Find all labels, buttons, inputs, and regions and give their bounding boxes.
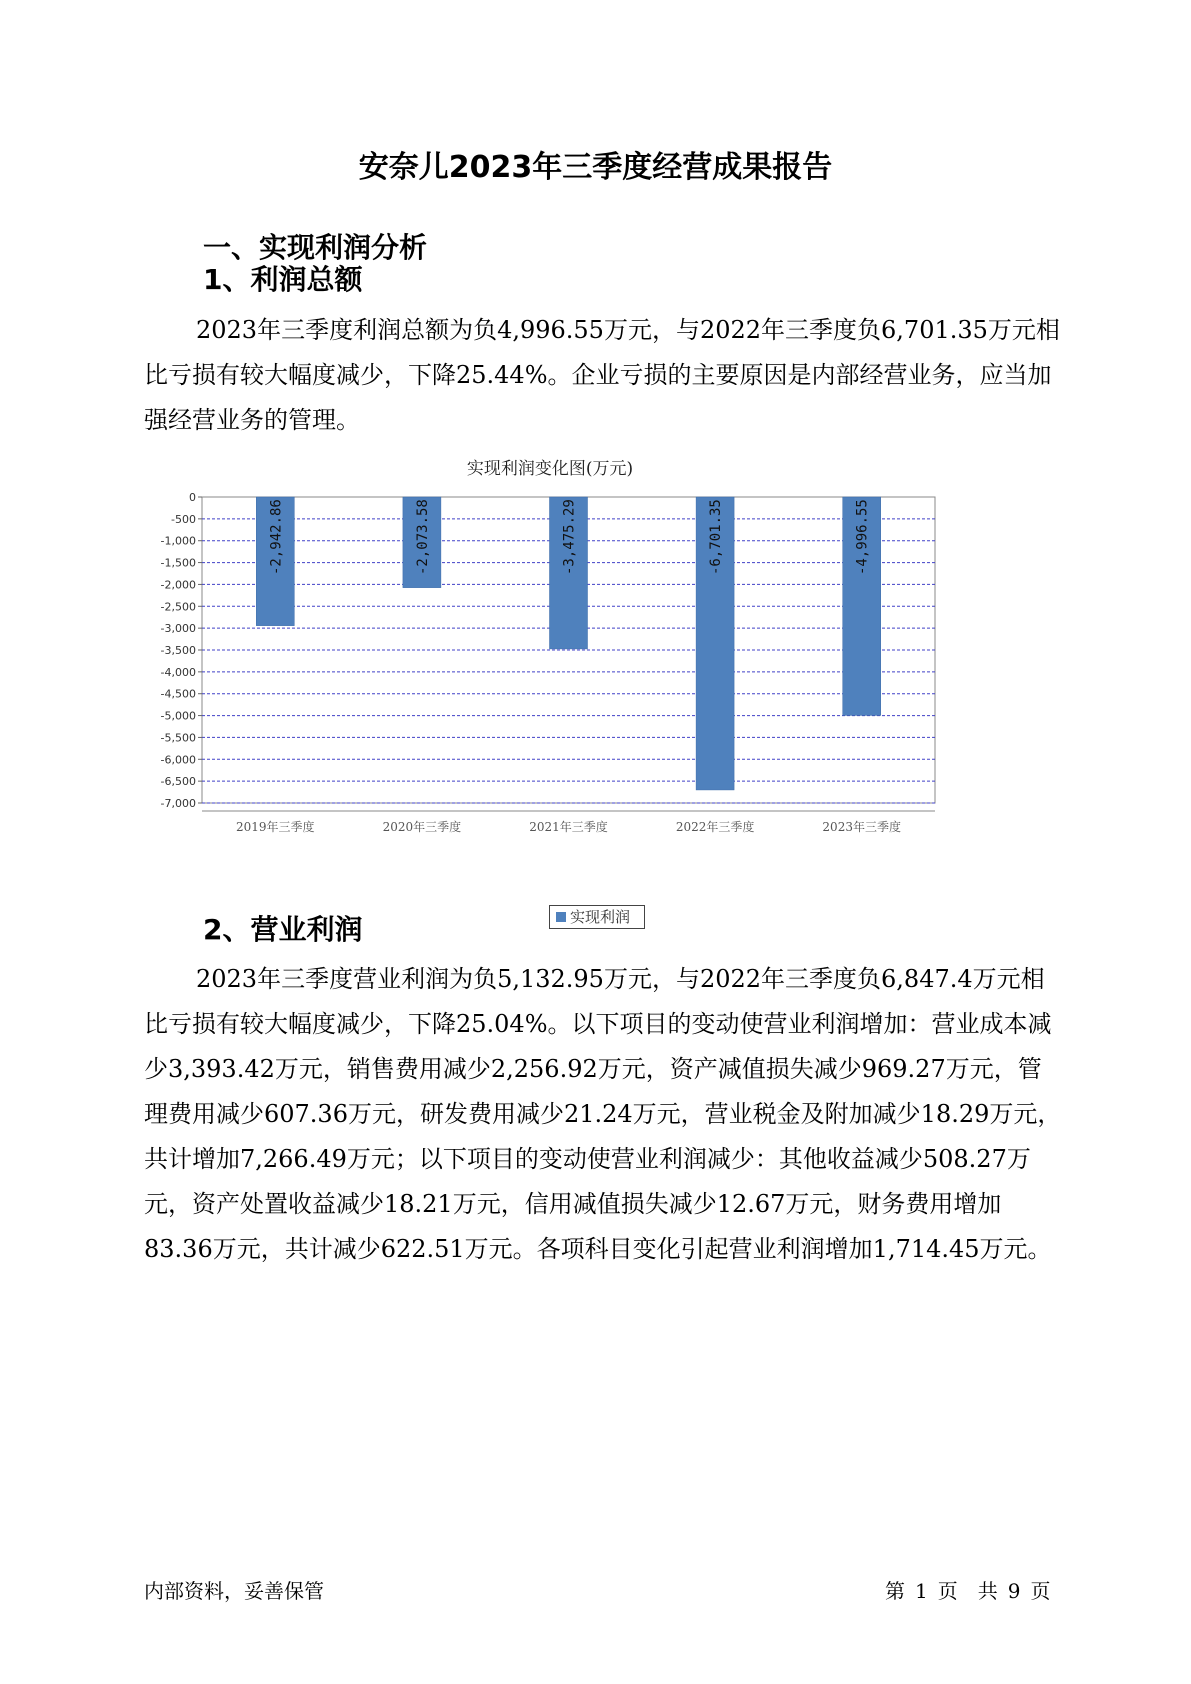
footer-total-pages: 9: [1007, 1579, 1021, 1603]
footer-confidential: 内部资料，妥善保管: [144, 1579, 324, 1603]
section-heading-profit-analysis: 一、实现利润分析: [203, 231, 428, 264]
y-tick-label: -5,500: [160, 731, 196, 745]
bar-data-label: -4,996.55: [854, 499, 871, 575]
x-tick-label: 2020年三季度: [382, 820, 462, 834]
bar-data-label: -6,701.35: [708, 499, 725, 575]
y-tick-label: -3,500: [160, 644, 196, 657]
x-tick-label: 2019年三季度: [236, 820, 315, 834]
footer-total-suffix: 页: [1030, 1579, 1051, 1603]
legend-label: 实现利润: [570, 908, 631, 926]
y-tick-label: -1,000: [160, 534, 196, 548]
footer-page-info: [885, 1575, 1050, 1604]
legend-swatch: [556, 912, 566, 922]
y-tick-label: -4,000: [160, 665, 196, 679]
bar-data-label: -2,942.86: [268, 499, 285, 575]
y-tick-label: -6,500: [160, 775, 196, 789]
y-tick-label: -5,000: [160, 709, 196, 723]
paragraph-total-profit: 2023年三季度利润总额为负4,996.55万元，与2022年三季度负6,701.35万元相比亏损有较大幅度减少，下降25.44%。企业亏损的主要原因是内部经营业务，应当加强经营业务的管理。: [144, 316, 1060, 434]
y-tick-label: -1,500: [160, 556, 196, 570]
bar-data-label: -2,073.58: [414, 499, 431, 575]
chart-legend: [549, 905, 645, 929]
paragraph-operating-profit: 2023年三季度营业利润为负5,132.95万元，与2022年三季度负6,847.4万元相比亏损有较大幅度减少，下降25.04%。以下项目的变动使营业利润增加：营业成本减少3,393.42万元，销售费用减少2,256.92万元，资产减值损失减少969.27万元，管理费用减少607.36万元，研发费用减少21.24万元，营业税金及附加减少18.29万元，共计增加7,266.49万元；以下项目的变动使营业利润减少：其他收益减少508.27万元，资产处置收益减少18.21万元，信用减值损失减少12.67万元，财务费用增加83.36万元，共计减少622.51万元。各项科目变化引起营业利润增加1,714.45万元。: [144, 965, 1062, 1263]
y-tick-label: 0: [189, 491, 196, 504]
footer-page-mid: 页: [937, 1579, 958, 1603]
y-tick-label: -2,000: [160, 578, 196, 592]
footer-page-prefix: 第: [885, 1579, 905, 1603]
x-tick-label: 2022年三季度: [675, 820, 755, 834]
footer-total-prefix: 共: [977, 1579, 998, 1603]
y-tick-label: -6,000: [160, 753, 196, 767]
chart-canvas: [155, 459, 1035, 930]
y-tick-label: -7,000: [160, 797, 196, 810]
y-tick-label: -500: [171, 512, 196, 526]
subsection-heading-total-profit: 1、利润总额: [203, 263, 363, 296]
footer-page-number: 1: [915, 1579, 928, 1603]
x-tick-label: 2023年三季度: [822, 820, 901, 834]
x-tick-label: 2021年三季度: [529, 820, 608, 834]
y-tick-label: -2,500: [160, 600, 196, 614]
profit-bar-chart: [155, 459, 1035, 930]
y-tick-label: -3,000: [160, 622, 196, 636]
subsection-heading-operating-profit: 2、营业利润: [203, 913, 363, 946]
y-tick-label: -4,500: [160, 687, 196, 701]
document-title: 安奈儿2023年三季度经营成果报告: [358, 150, 833, 185]
bar-data-label: -3,475.29: [561, 499, 578, 575]
chart-title: 实现利润变化图(万元): [466, 459, 634, 479]
